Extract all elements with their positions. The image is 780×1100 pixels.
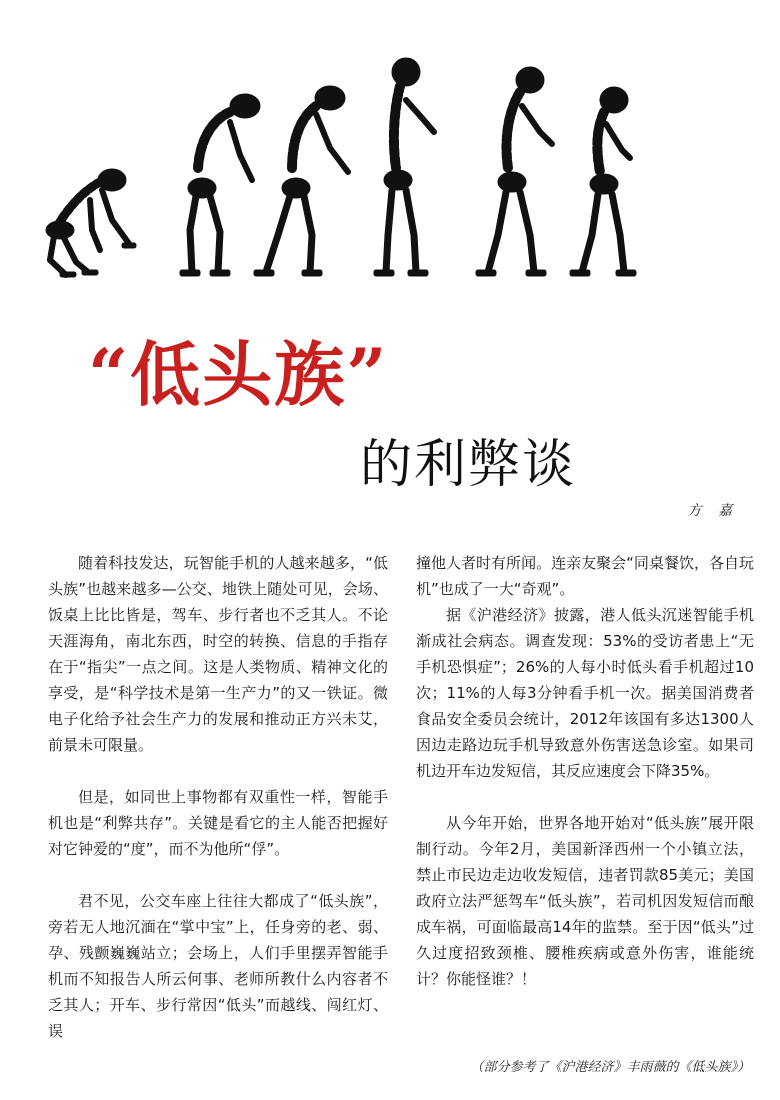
figure-stooping: [254, 86, 348, 276]
author-name: 方 嘉: [687, 503, 738, 519]
paragraph: 从今年开始，世界各地开始对“低头族”展开限制行动。今年2月，美国新泽西州一个小镇立法，禁止市民边走边收发短信，违者罚款85美元；美国政府立法严惩驾车“低头族”，若司机因发短信而酿成车祸，可面临最高14年的监禁。至于因“低头”过久过度招致颈椎、腰椎疾病或意外伤害，谁能统计？你能怪谁？！: [416, 814, 754, 988]
reference-footnote: （部分参考了《沪港经济》丰雨薇的《低头族》）: [470, 1060, 750, 1075]
paragraph: 君不见，公交车座上往往大都成了“低头族”，旁若无人地沉湎在“掌中宝”上，任身旁的老、弱、孕、残颤巍巍站立；会场上，人们手里摆弄智能手机而不知报告人所云何事、老师所教什么内容者不乏其人；开车、步行常因“低头”而越线、闯红灯、误: [48, 892, 388, 1040]
skeleton-evolution-figures: [30, 40, 750, 300]
evolution-illustration: [30, 40, 750, 300]
article-column-right: [416, 550, 754, 992]
article-column-left: [48, 550, 388, 1044]
figure-head-down: [570, 87, 636, 276]
paragraph: 但是，如同世上事物都有双重性一样，智能手机也是“利弊共存”。关键是看它的主人能否把握好对它钟爱的“度”，而不为他所“俘”。: [48, 788, 388, 858]
page-subtitle: 的利弊谈: [360, 435, 577, 495]
page-title: “低头族”: [88, 333, 389, 416]
paragraph: 据《沪港经济》披露，港人低头沉迷智能手机渐成社会病态。调查发现：53%的受访者患上“无手机恐惧症”；26%的人每小时低头看手机超过10次；11%的人每3分钟看手机一次。据美国消费者食品安全委员会统计，2012年该国有多达1300人因边走路边玩手机导致意外伤害送急诊室。如果司机边开车边发短信，其反应速度会下降35%。: [416, 606, 754, 780]
figure-bending: [476, 67, 552, 276]
paragraph-continued: 撞他人者时有所闻。连亲友聚会“同桌餐饮，各自玩机”也成了一大“奇观”。: [416, 554, 754, 598]
figure-hunched: [180, 94, 260, 276]
paragraph: 随着科技发达，玩智能手机的人越来越多，“低头族”也越来越多—公交、地铁上随处可见，会场、饭桌上比比皆是，驾车、步行者也不乏其人。不论天涯海角，南北东西，时空的转换、信息的手指存在于“指尖”一点之间。这是人类物质、精神文化的享受，是“科学技术是第一生产力”的又一铁证。微电子化给予社会生产力的发展和推动正方兴未艾，前景未可限量。: [48, 554, 388, 754]
figure-crawling: [46, 169, 136, 277]
figure-upright: [374, 58, 434, 276]
